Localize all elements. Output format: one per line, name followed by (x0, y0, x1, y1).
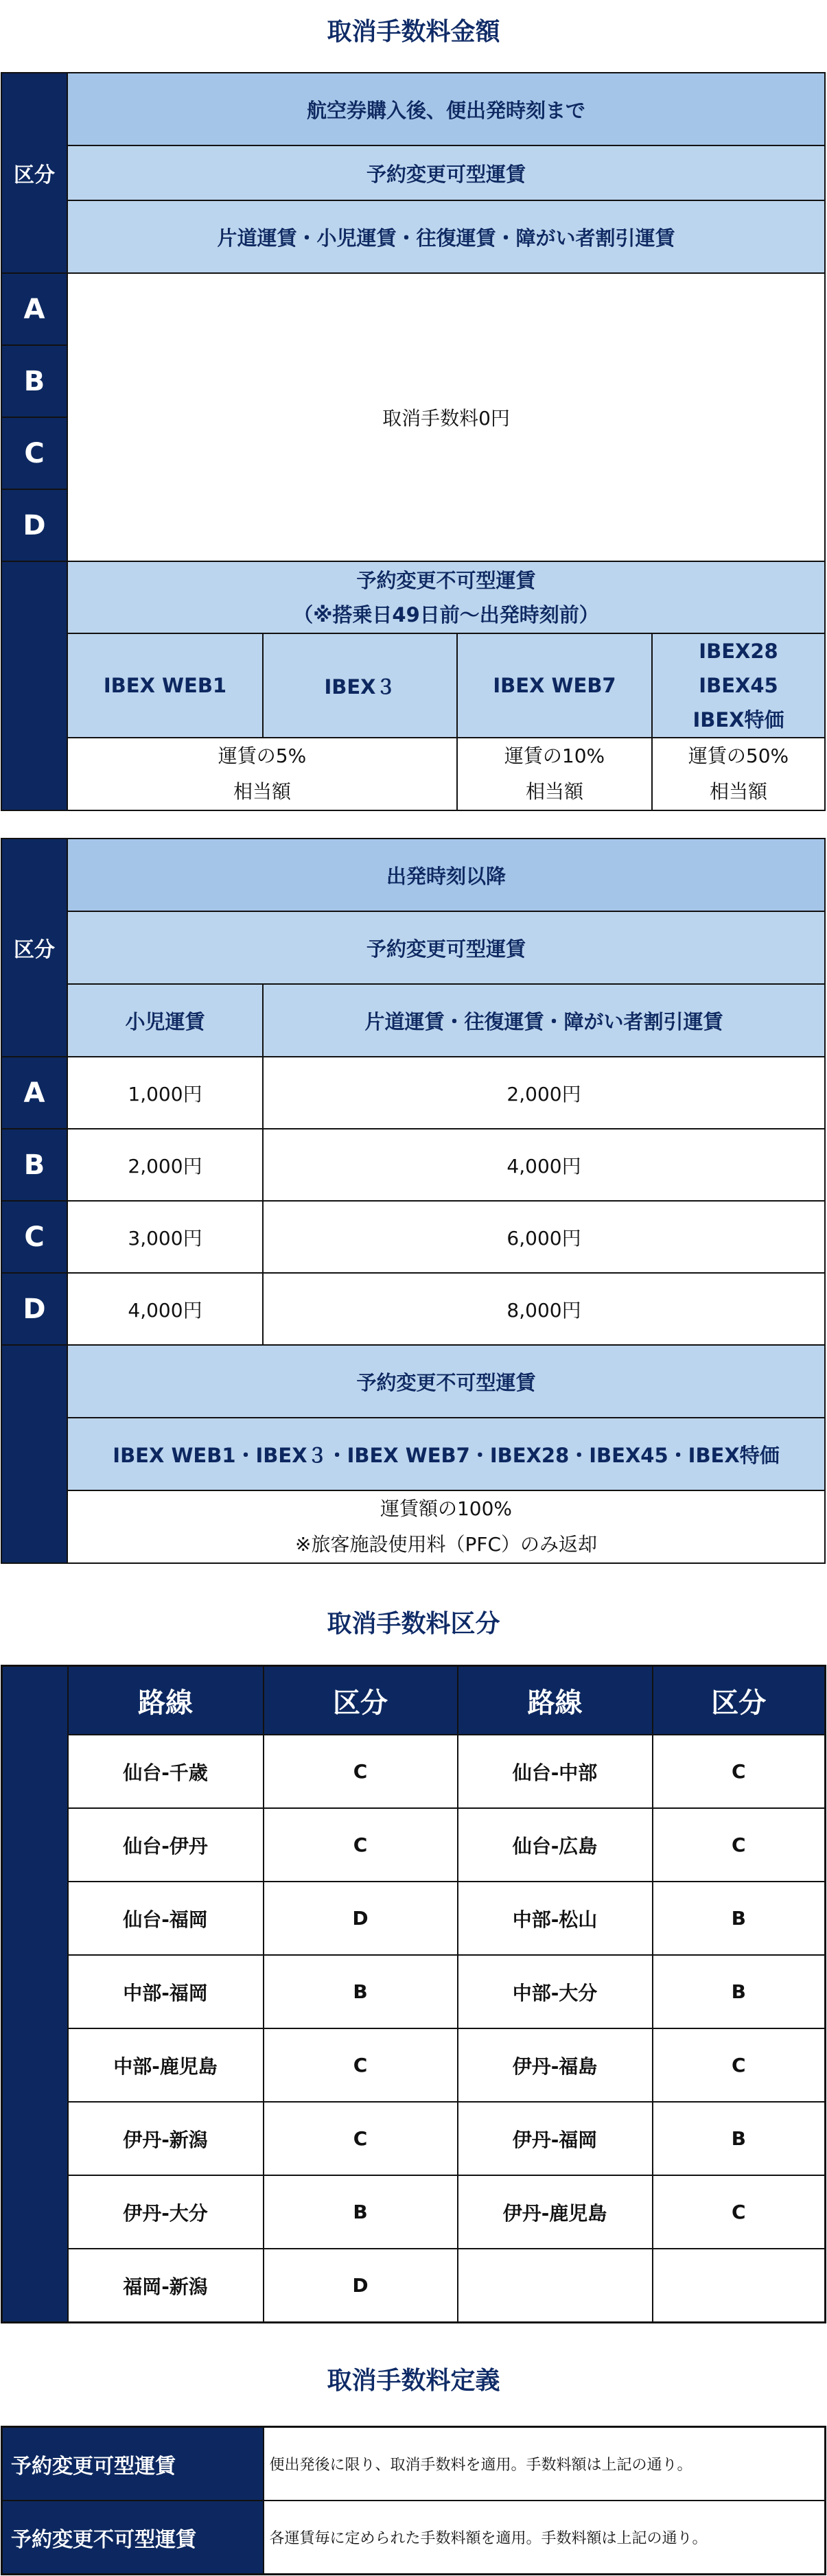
after-nonchangeable-fares: IBEX WEB1・IBEX３・IBEX WEB7・IBEX28・IBEX45・IBEX特価 (67, 1418, 825, 1490)
fare-ibex-web7: IBEX WEB7 (457, 633, 652, 738)
after-adult-fee-b: 4,000円 (263, 1129, 825, 1201)
route-side-cell (2, 1666, 68, 2323)
class-cell: C (264, 1735, 458, 1808)
fare-ibex28: IBEX28 (699, 640, 778, 663)
route-cell: 福岡-新潟 (68, 2249, 264, 2323)
nonchangeable-title-line1: 予約変更不可型運賃 (356, 568, 536, 592)
fare-ibex3: IBEX３ (263, 633, 457, 738)
fare-ibex-special: IBEX特価 (692, 708, 784, 731)
header-changeable-fare: 予約変更可型運賃 (67, 145, 825, 200)
header-fare-types: 片道運賃・小児運賃・往復運賃・障がい者割引運賃 (67, 200, 825, 273)
fee-zero-cell: 取消手数料0円 (67, 273, 825, 561)
fee-50-line1: 運賃の50% (653, 738, 824, 774)
route-cell: 伊丹-福岡 (458, 2102, 653, 2175)
route-cell: 仙台-中部 (458, 1735, 653, 1808)
definition-key: 予約変更不可型運賃 (2, 2501, 264, 2575)
header-adult-fares: 片道運賃・往復運賃・障がい者割引運賃 (263, 984, 825, 1057)
fee-5-line1: 運賃の5% (68, 738, 456, 774)
after-class-d: D (1, 1273, 67, 1345)
after-nonchangeable-fee (67, 1490, 825, 1563)
route-cell: 伊丹-新潟 (68, 2102, 264, 2175)
after-class-b: B (1, 1129, 67, 1201)
category-label: 区分 (1, 73, 67, 273)
class-cell: D (264, 1882, 458, 1955)
header-time: 航空券購入後、便出発時刻まで (67, 73, 825, 145)
fare-ibex45: IBEX45 (699, 674, 778, 697)
route-cell: 仙台-伊丹 (68, 1808, 264, 1882)
class-cell: B (264, 2175, 458, 2249)
class-cell: B (653, 1882, 826, 1955)
nonchangeable-title-line2: （※搭乗日49日前～出発時刻前） (293, 602, 599, 627)
header-after-changeable: 予約変更可型運賃 (67, 911, 825, 984)
class-cell: B (653, 2102, 826, 2175)
fee-before-table (1, 72, 826, 811)
fee-50-line2: 相当額 (653, 774, 824, 810)
fee-50-cell (652, 738, 825, 810)
fee-definition-title: 取消手数料定義 (327, 2367, 500, 2395)
class-c: C (1, 417, 67, 489)
class-cell: C (653, 1735, 826, 1808)
fee-after-table (1, 838, 826, 1564)
definition-value: 各運賃毎に定められた手数料額を適用。手数料額は上記の通り。 (264, 2501, 826, 2575)
route-table (1, 1665, 826, 2323)
after-adult-fee-a: 2,000円 (263, 1057, 825, 1129)
definition-table (1, 2426, 826, 2575)
route-cell: 中部-大分 (458, 1955, 653, 2028)
class-cell: C (653, 2028, 826, 2102)
route-cell: 仙台-広島 (458, 1808, 653, 1882)
route-cell: 中部-福岡 (68, 1955, 264, 2028)
fee-10-cell (457, 738, 652, 810)
header-route-2: 路線 (458, 1666, 653, 1735)
class-cell: C (653, 1808, 826, 1882)
fare-ibex-multi (652, 633, 825, 738)
route-cell: 中部-松山 (458, 1882, 653, 1955)
after-class-c: C (1, 1201, 67, 1273)
route-cell: 中部-鹿児島 (68, 2028, 264, 2102)
after-nonchangeable-side-cell (1, 1345, 67, 1563)
after-child-fee-d: 4,000円 (67, 1273, 263, 1345)
nonchangeable-side-cell (1, 561, 67, 810)
definition-key: 予約変更可型運賃 (2, 2427, 264, 2501)
route-cell: 伊丹-大分 (68, 2175, 264, 2249)
after-child-fee-b: 2,000円 (67, 1129, 263, 1201)
class-cell: B (653, 1955, 826, 2028)
route-cell: 仙台-福岡 (68, 1882, 264, 1955)
class-b: B (1, 345, 67, 417)
class-d: D (1, 489, 67, 561)
route-cell: 仙台-千歳 (68, 1735, 264, 1808)
definition-value: 便出発後に限り、取消手数料を適用。手数料額は上記の通り。 (264, 2427, 826, 2501)
header-after-time: 出発時刻以降 (67, 839, 825, 911)
nonchangeable-title (67, 561, 825, 633)
fee-amount-title: 取消手数料金額 (327, 18, 500, 46)
class-cell: D (264, 2249, 458, 2323)
route-cell (458, 2249, 653, 2323)
class-cell: C (264, 2028, 458, 2102)
after-adult-fee-d: 8,000円 (263, 1273, 825, 1345)
category-label-after: 区分 (1, 839, 67, 1057)
header-route-1: 路線 (68, 1666, 264, 1735)
after-child-fee-a: 1,000円 (67, 1057, 263, 1129)
fare-ibex-web1: IBEX WEB1 (67, 633, 263, 738)
after-child-fee-c: 3,000円 (67, 1201, 263, 1273)
class-cell (653, 2249, 826, 2323)
class-a: A (1, 273, 67, 345)
fee-5-line2: 相当額 (68, 774, 456, 810)
after-fee-line2: ※旅客施設使用料（PFC）のみ返却 (68, 1527, 824, 1562)
fee-5-cell (67, 738, 457, 810)
header-child-fare: 小児運賃 (67, 984, 263, 1057)
route-cell: 伊丹-鹿児島 (458, 2175, 653, 2249)
class-cell: C (653, 2175, 826, 2249)
class-cell: C (264, 1808, 458, 1882)
route-cell: 伊丹-福島 (458, 2028, 653, 2102)
fee-10-line2: 相当額 (458, 774, 651, 810)
after-adult-fee-c: 6,000円 (263, 1201, 825, 1273)
fee-10-line1: 運賃の10% (458, 738, 651, 774)
after-class-a: A (1, 1057, 67, 1129)
after-nonchangeable-title: 予約変更不可型運賃 (67, 1345, 825, 1418)
class-cell: C (264, 2102, 458, 2175)
after-fee-line1: 運賃額の100% (68, 1491, 824, 1527)
class-cell: B (264, 1955, 458, 2028)
header-class-1: 区分 (264, 1666, 458, 1735)
header-class-2: 区分 (653, 1666, 826, 1735)
fee-category-title: 取消手数料区分 (327, 1610, 500, 1638)
